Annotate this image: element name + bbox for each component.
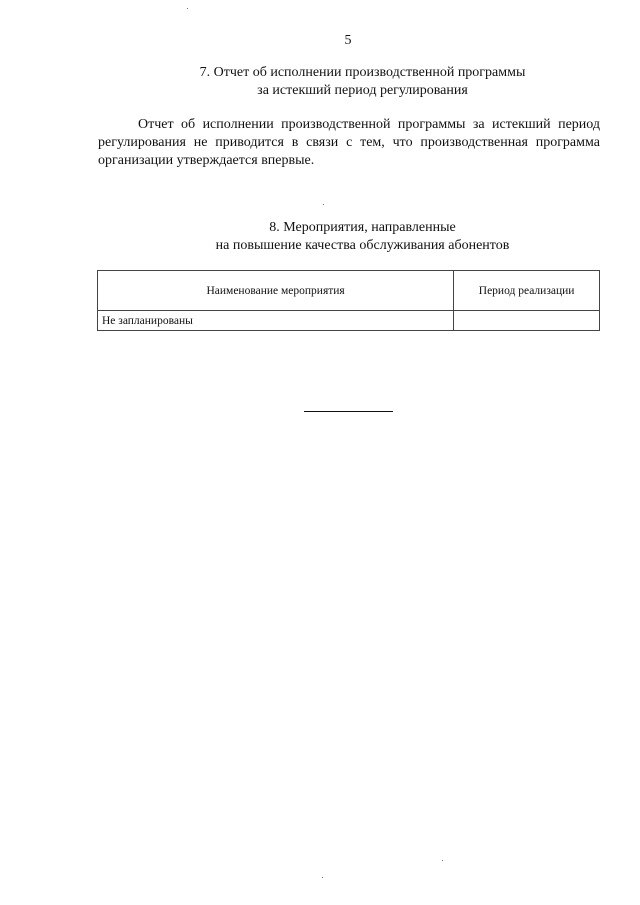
section-8-heading (90, 219, 635, 255)
section-8-title-line-2: на повышение качества обслуживания абонентов (215, 238, 510, 253)
page-number: 5 (344, 33, 352, 48)
scan-speck (187, 8, 188, 9)
table-row (98, 311, 600, 331)
table-cell-measure-name: Не запланированы (98, 311, 454, 331)
section-7-heading (90, 64, 635, 100)
section-7-paragraph: Отчет об исполнении производственной программы за истекший период регулирования не приводится в связи с тем, что производственная программа организации утверждается впервые. (98, 117, 600, 168)
scan-speck (322, 877, 323, 878)
table-cell-period (454, 311, 600, 331)
scan-speck (323, 204, 324, 205)
section-8-title-line-1: 8. Мероприятия, направленные (269, 220, 456, 235)
scan-speck (442, 860, 443, 861)
section-7-title-line-1: 7. Отчет об исполнении производственной программы (199, 65, 526, 80)
column-header-period: Период реализации (454, 271, 600, 311)
section-7-title-line-2: за истекший период регулирования (257, 83, 468, 98)
measures-table (97, 270, 600, 331)
table-header-row (98, 271, 600, 311)
end-of-document-rule (304, 411, 393, 412)
column-header-measure-name: Наименование мероприятия (98, 271, 454, 311)
